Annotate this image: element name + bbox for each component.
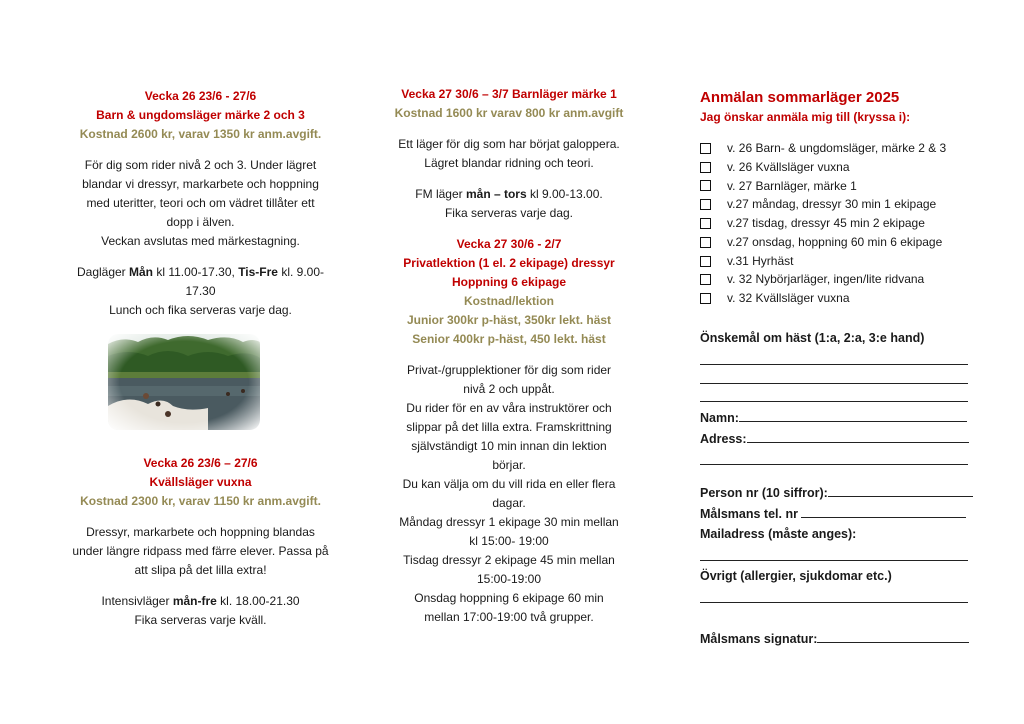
option-label: v. 27 Barnläger, märke 1	[727, 178, 857, 193]
schedule-text: kl 11.00-17.30,	[153, 265, 239, 279]
guardian-phone-label: Målsmans tel. nr	[700, 507, 798, 522]
checkbox[interactable]	[700, 199, 711, 210]
column-left	[48, 0, 353, 320]
signature-field[interactable]	[700, 628, 1000, 649]
horse-wish-input[interactable]	[693, 349, 1000, 370]
camp1-desc-line: För dig som rider nivå 2 och 3. Under lägret	[84, 158, 317, 172]
address-input[interactable]	[747, 428, 969, 443]
checkbox[interactable]	[700, 293, 711, 304]
camp2-week: Vecka 26 23/6 – 27/6	[143, 456, 258, 470]
lesson-title: Hoppning 6 ekipage	[451, 275, 566, 289]
registration-form	[700, 0, 1000, 649]
camp1-meal: Lunch och fika serveras varje dag.	[109, 303, 292, 317]
checkbox[interactable]	[700, 162, 711, 173]
lesson-cost-junior: Junior 300kr p-häst, 350kr lekt. häst	[406, 313, 612, 327]
option-label: v. 26 Barn- & ungdomsläger, märke 2 & 3	[727, 140, 947, 155]
option-label: v.27 tisdag, dressyr 45 min 2 ekipage	[727, 216, 925, 231]
lesson-desc-line: kl 15:00- 19:00	[469, 534, 549, 548]
email-label: Mailadress (måste anges):	[700, 527, 857, 542]
camp3-schedule	[372, 185, 646, 204]
signature-input[interactable]	[817, 628, 969, 643]
camp1-desc-line: med uteritter, teori och om vädret tillåter ett	[86, 196, 315, 210]
schedule-days: Tis-Fre	[238, 265, 278, 279]
river-swimming-photo	[108, 334, 260, 430]
schedule-days: mån-fre	[172, 594, 217, 608]
horse-wish-input[interactable]	[693, 370, 1000, 389]
email-input[interactable]	[693, 545, 1000, 566]
lesson-desc-line: slippar på det lilla extra. Framskrittning	[406, 420, 612, 434]
address-input-line2[interactable]	[693, 449, 1000, 470]
camp3-title: Vecka 27 30/6 – 3/7 Barnläger märke 1	[401, 87, 617, 101]
option-label: v. 32 Kvällsläger vuxna	[727, 291, 850, 306]
camp2-schedule	[48, 592, 353, 611]
option-row[interactable]	[700, 158, 1000, 177]
option-label: v.31 Hyrhäst	[727, 253, 794, 268]
address-field[interactable]	[700, 428, 1000, 449]
camp1-desc-line: dopp i älven.	[166, 215, 235, 229]
lesson-desc-line: Privat-/grupplektioner för dig som rider	[406, 363, 612, 377]
horse-wish-input[interactable]	[693, 389, 1000, 407]
lesson-desc-line: 15:00-19:00	[476, 572, 542, 586]
schedule-text: Intensivläger	[101, 594, 173, 608]
option-row[interactable]	[700, 195, 1000, 214]
lesson-desc-line: Onsdag hoppning 6 ekipage 60 min	[414, 591, 604, 605]
checkbox[interactable]	[700, 256, 711, 267]
lesson-cost-title: Kostnad/lektion	[463, 294, 554, 308]
lesson-desc-line: Tisdag dressyr 2 ekipage 45 min mellan	[403, 553, 615, 567]
option-row[interactable]	[700, 139, 1000, 158]
horse-wish-label: Önskemål om häst (1:a, 2:a, 3:e hand)	[700, 331, 925, 346]
schedule-text: kl. 18.00-21.30	[216, 594, 300, 608]
column-left-lower	[48, 454, 353, 630]
lesson-week: Vecka 27 30/6 - 2/7	[456, 237, 562, 251]
camp3-cost: Kostnad 1600 kr varav 800 kr anm.avgift	[394, 106, 624, 120]
lesson-desc-line: nivå 2 och uppåt.	[463, 382, 555, 396]
option-list	[700, 139, 1000, 308]
lesson-desc-line: Du rider för en av våra instruktörer och	[406, 401, 612, 415]
column-middle	[372, 0, 646, 627]
lesson-desc-line: dagar.	[492, 496, 526, 510]
camp1-week: Vecka 26 23/6 - 27/6	[144, 89, 257, 103]
schedule-days: mån – tors	[465, 187, 527, 201]
option-row[interactable]	[700, 289, 1000, 308]
camp2-title: Kvällsläger vuxna	[149, 475, 252, 489]
schedule-text: Dagläger	[76, 265, 130, 279]
option-label: v. 32 Nybörjarläger, ingen/lite ridvana	[727, 272, 925, 287]
option-row[interactable]	[700, 214, 1000, 233]
lesson-desc-line: börjar.	[492, 458, 526, 472]
lesson-desc-line: Måndag dressyr 1 ekipage 30 min mellan	[399, 515, 619, 529]
lesson-desc-line: Du kan välja om du vill rida en eller flera	[402, 477, 616, 491]
option-row[interactable]	[700, 177, 1000, 196]
other-label: Övrigt (allergier, sjukdomar etc.)	[700, 569, 892, 584]
camp1-cost: Kostnad 2600 kr, varav 1350 kr anm.avgift.	[79, 127, 322, 141]
address-label: Adress:	[700, 432, 747, 447]
lesson-desc-line: mellan 17:00-19:00 två grupper.	[424, 610, 594, 624]
camp1-schedule-cont: 17.30	[185, 284, 216, 298]
other-input[interactable]	[693, 587, 1000, 608]
option-label: v. 26 Kvällsläger vuxna	[727, 159, 850, 174]
name-label: Namn:	[700, 411, 739, 426]
checkbox[interactable]	[700, 180, 711, 191]
lesson-desc-line: självständigt 10 min innan din lektion	[411, 439, 607, 453]
camp1-schedule	[48, 263, 353, 282]
schedule-text: FM läger	[415, 187, 466, 201]
camp3-desc-line: Lägret blandar ridning och teori.	[424, 156, 594, 170]
personnr-input[interactable]	[828, 482, 973, 497]
checkbox[interactable]	[700, 218, 711, 229]
option-row[interactable]	[700, 233, 1000, 252]
option-label: v.27 måndag, dressyr 30 min 1 ekipage	[727, 197, 937, 212]
camp2-desc-line: under längre ridpass med färre elever. Passa på	[72, 544, 329, 558]
camp3-meal: Fika serveras varje dag.	[444, 206, 574, 220]
option-row[interactable]	[700, 252, 1000, 271]
form-subtitle: Jag önskar anmäla mig till (kryssa i):	[700, 110, 911, 124]
schedule-days: Mån	[129, 265, 154, 279]
camp2-meal: Fika serveras varje kväll.	[134, 613, 267, 627]
camp2-desc-line: att slipa på det lilla extra!	[134, 563, 267, 577]
checkbox[interactable]	[700, 274, 711, 285]
checkbox[interactable]	[700, 237, 711, 248]
name-input[interactable]	[739, 407, 967, 422]
lesson-title: Privatlektion (1 el. 2 ekipage) dressyr	[403, 256, 615, 270]
schedule-text: kl 9.00-13.00.	[526, 187, 603, 201]
camp3-desc-line: Ett läger för dig som har börjat galoppera.	[398, 137, 620, 151]
signature-label: Målsmans signatur:	[700, 632, 818, 647]
camp2-desc-line: Dressyr, markarbete och hoppning blandas	[86, 525, 315, 539]
guardian-phone-field[interactable]	[700, 503, 1000, 524]
option-label: v.27 onsdag, hoppning 60 min 6 ekipage	[727, 234, 943, 249]
schedule-text: kl. 9.00-	[277, 265, 325, 279]
lesson-cost-senior: Senior 400kr p-häst, 450 lekt. häst	[412, 332, 606, 346]
name-field[interactable]	[700, 407, 1000, 428]
camp1-desc-line: Veckan avslutas med märkestagning.	[101, 234, 300, 248]
camp1-desc-line: blandar vi dressyr, markarbete och hoppning	[82, 177, 319, 191]
camp1-title: Barn & ungdomsläger märke 2 och 3	[96, 108, 305, 122]
camp2-cost: Kostnad 2300 kr, varav 1150 kr anm.avgift.	[80, 494, 321, 508]
form-title: Anmälan sommarläger 2025	[700, 89, 900, 106]
personnr-field[interactable]	[700, 482, 1000, 503]
checkbox[interactable]	[700, 143, 711, 154]
guardian-phone-input[interactable]	[801, 503, 966, 518]
option-row[interactable]	[700, 271, 1000, 290]
personnr-label: Person nr (10 siffror):	[700, 486, 828, 501]
